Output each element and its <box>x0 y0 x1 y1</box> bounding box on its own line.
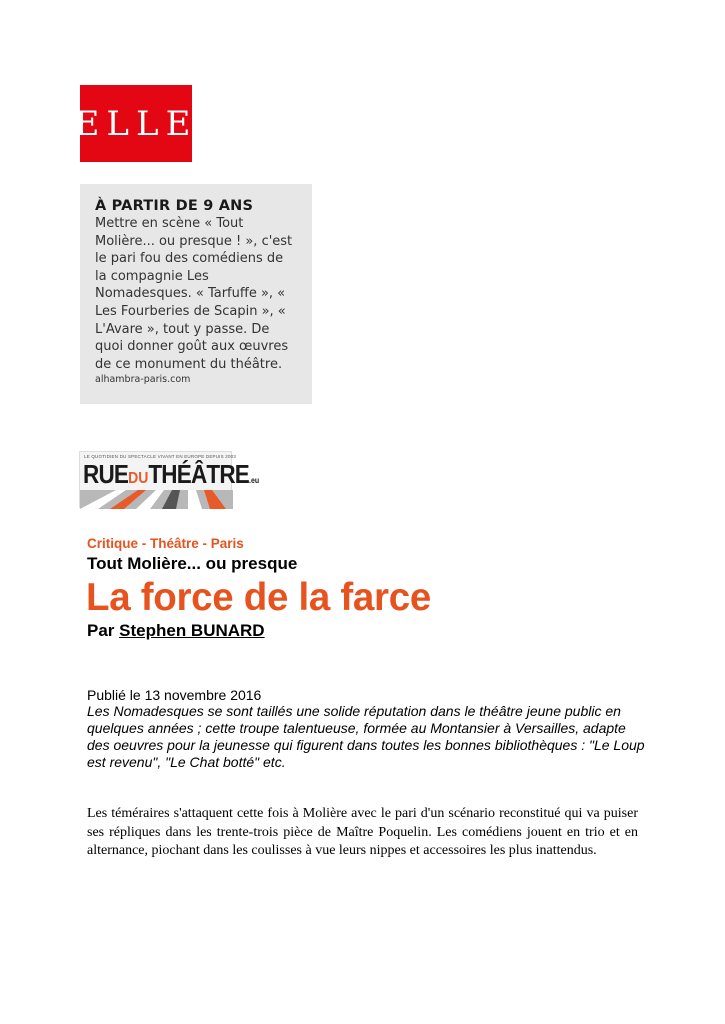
logo-wordmark <box>83 460 259 490</box>
article-body: Les téméraires s'attaquent cette fois à Molière avec le pari d'un scénario reconstitué qui va puiser ses répliques dans les trente-trois pièce de Maître Poquelin. Les comédiens jouent en trio et en alternance, piochant dans les coulisses à vue leurs nippes et accessoires les plus inattendus. <box>87 806 638 858</box>
logo-rue: RUE <box>83 460 129 489</box>
author-link[interactable]: Stephen BUNARD <box>119 621 265 640</box>
publication-date: Publié le 13 novembre 2016 <box>87 687 262 703</box>
clipping-text: Mettre en scène « Tout Molière... ou presque ! », c'est le pari fou des comédiens de la compagnie Les Nomadesques. « Tarfuffe », « Les Fourberies de Scapin », « L'Avare », tout y passe. De quoi donner goût aux œuvres de ce monument du théâtre. <box>95 216 293 372</box>
article-title: La force de la farce <box>86 576 431 619</box>
article-subtitle: Tout Molière... ou presque <box>87 554 298 573</box>
clipping-url: alhambra-paris.com <box>95 374 191 386</box>
logo-tagline: LE QUOTIDIEN DU SPECTACLE VIVANT EN EUROPE DEPUIS 2003 <box>84 454 237 459</box>
elle-clipping <box>80 184 312 404</box>
logo-stripes <box>80 490 233 509</box>
logo-theatre: THÉÂTRE <box>148 460 249 489</box>
logo-du: DU <box>128 468 149 487</box>
elle-logo: ELLE <box>80 85 192 162</box>
byline-prefix: Par <box>87 621 120 640</box>
article-intro: Les Nomadesques se sont taillés une solide réputation dans le théâtre jeune public en quelques années ; cette troupe talentueuse, formée au Montansier à Versailles, adapte des oeuvres pour la jeunesse qui figurent dans toutes les bonnes bibliothèques : "Le Loup est revenu", "Le Chat botté" etc. <box>87 703 645 770</box>
article-byline <box>87 621 265 641</box>
logo-suffix: .eu <box>249 477 260 486</box>
rue-du-theatre-logo <box>79 451 260 508</box>
article-kicker: Critique - Théâtre - Paris <box>87 536 244 551</box>
clipping-heading: À PARTIR DE 9 ANS <box>95 198 254 214</box>
